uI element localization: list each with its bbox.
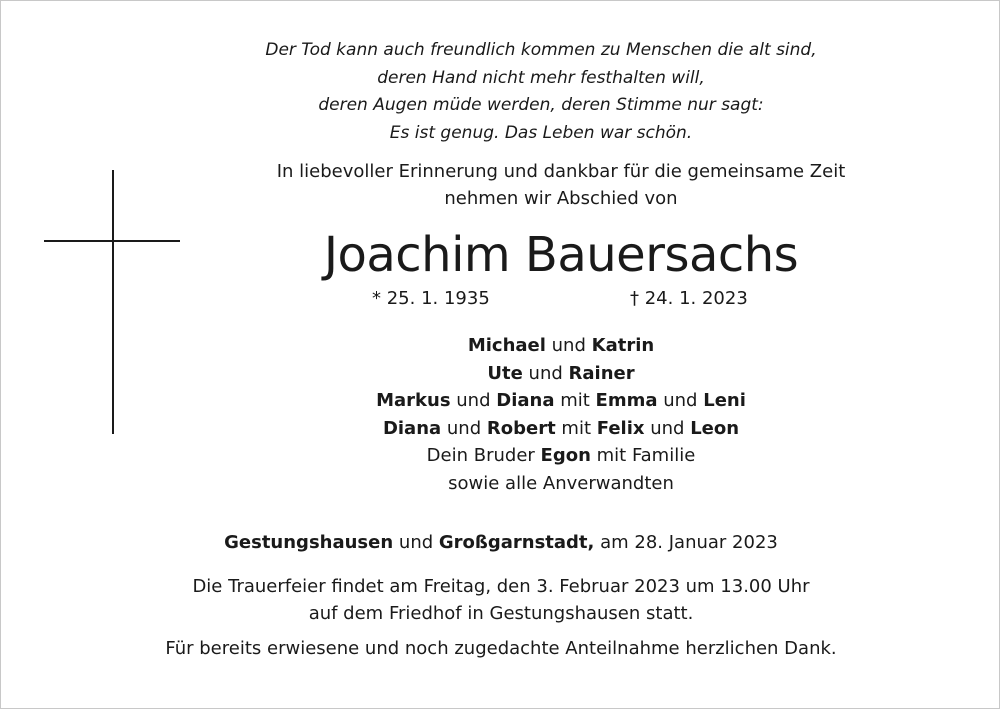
birth-date: * 25. 1. 1935 — [372, 288, 490, 309]
poem-line: Der Tod kann auch freundlich kommen zu Menschen die alt sind, — [265, 40, 817, 60]
mourner-name: Diana — [496, 390, 555, 411]
mourner-line — [261, 442, 861, 470]
poem-line: deren Hand nicht mehr festhalten will, — [377, 67, 705, 88]
deceased-name: Joachim Bauersachs — [323, 227, 799, 283]
town-name: Großgarnstadt, — [438, 532, 595, 553]
connector: und — [528, 362, 563, 384]
mourner-line: sowie alle Anverwandten — [448, 472, 674, 494]
mourner-name: Markus — [376, 390, 451, 411]
mourner-name: Leon — [690, 417, 740, 439]
mourner-name: Michael — [467, 335, 546, 356]
funeral-info — [101, 573, 901, 627]
connector: und — [663, 390, 698, 411]
intro-line: nehmen wir Abschied von — [444, 188, 678, 209]
notice-date: am 28. Januar 2023 — [600, 532, 778, 553]
connector: mit — [560, 390, 590, 411]
mourner-line — [261, 387, 861, 415]
connector: und — [398, 532, 434, 553]
funeral-line: Die Trauerfeier findet am Freitag, den 3. Februar 2023 um 13.00 Uhr — [192, 576, 810, 597]
mourner-line — [261, 415, 861, 443]
mourners-list — [261, 332, 861, 497]
mourner-name: Leni — [703, 390, 746, 411]
connector: und — [456, 390, 491, 411]
mourner-name: Ute — [487, 362, 523, 384]
cross-horizontal-bar — [44, 240, 180, 242]
poem-line: Es ist genug. Das Leben war schön. — [389, 122, 693, 143]
connector: mit — [561, 417, 592, 439]
poem — [161, 37, 921, 147]
thanks-note: Für bereits erwiesene und noch zugedachte Anteilnahme herzlichen Dank. — [165, 638, 837, 659]
connector: und — [650, 417, 685, 439]
intro-text — [211, 158, 911, 212]
mourner-name: Katrin — [591, 335, 655, 356]
connector: mit Familie — [596, 445, 696, 466]
place-and-date — [151, 529, 851, 556]
cross-vertical-bar — [112, 170, 114, 434]
poem-line: deren Augen müde werden, deren Stimme nur sagt: — [318, 95, 764, 115]
intro-line: In liebevoller Erinnerung und dankbar für die gemeinsame Zeit — [276, 161, 846, 182]
mourner-name: Rainer — [568, 362, 635, 384]
mourner-name: Felix — [596, 417, 645, 439]
connector: und — [551, 335, 586, 356]
connector: und — [446, 417, 482, 439]
mourner-name: Egon — [540, 445, 591, 466]
death-date: † 24. 1. 2023 — [630, 288, 748, 309]
mourner-name: Robert — [486, 417, 556, 439]
connector: Dein Bruder — [426, 445, 535, 466]
mourner-name: Diana — [382, 417, 442, 439]
town-name: Gestungshausen — [224, 532, 394, 553]
funeral-line: auf dem Friedhof in Gestungshausen statt. — [308, 603, 694, 624]
mourner-line — [261, 332, 861, 360]
mourner-line — [261, 360, 861, 388]
mourner-name: Emma — [595, 390, 658, 411]
